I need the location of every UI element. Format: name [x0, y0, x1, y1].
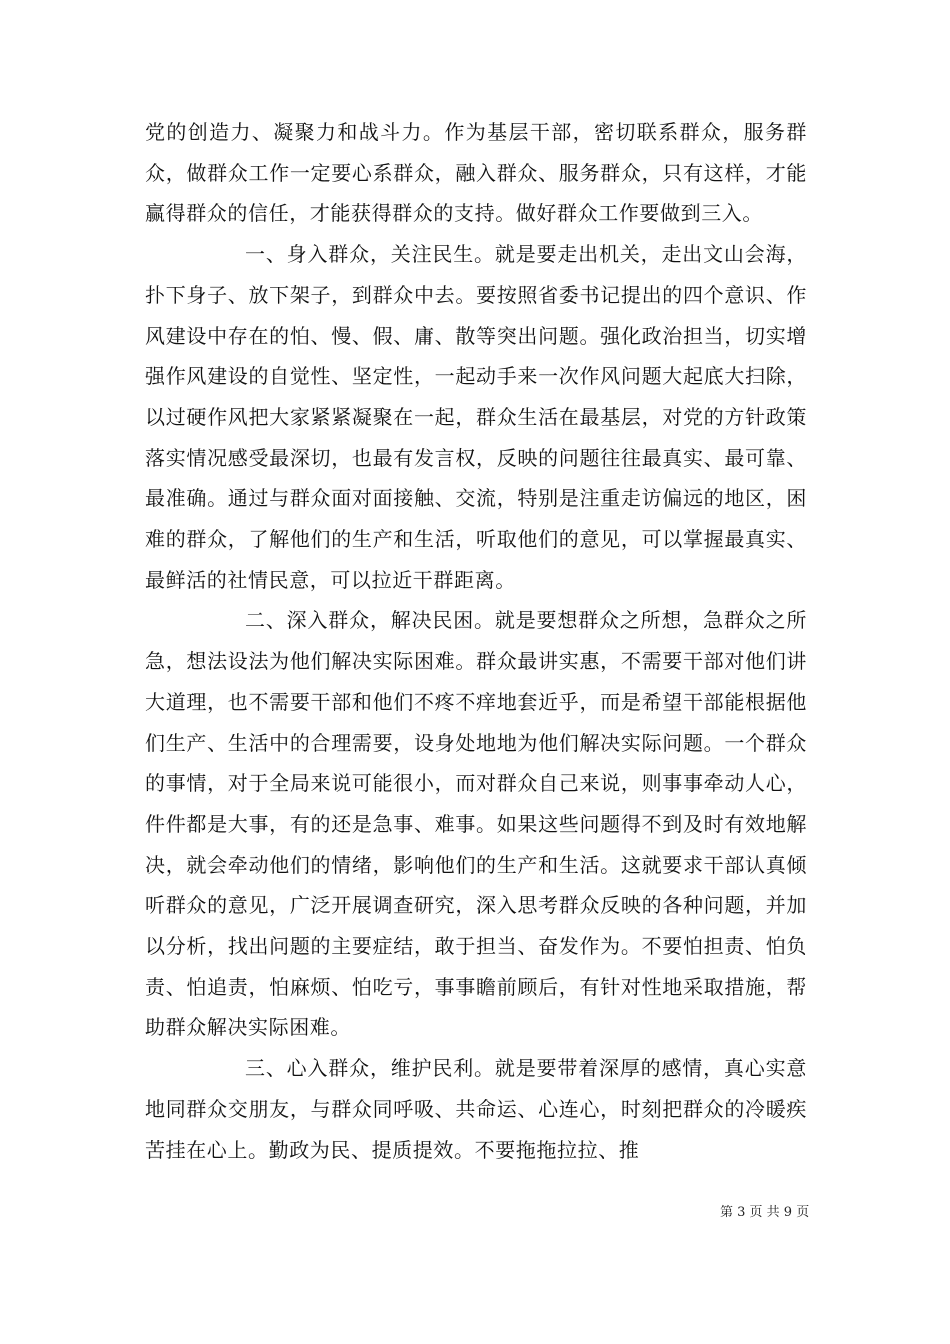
paragraph-section-three: 三、心入群众，维护民利。就是要带着深厚的感情，真心实意地同群众交朋友，与群众同呼吸、共命运、心连心，时刻把群众的冷暖疾苦挂在心上。勤政为民、提质提效。不要拖拖拉拉、推: [145, 1056, 807, 1162]
document-body: [145, 112, 807, 1170]
paragraph-section-two: 二、深入群众，解决民困。就是要想群众之所想，急群众之所急，想法设法为他们解决实际困难。群众最讲实惠，不需要干部对他们讲大道理，也不需要干部和他们不疼不痒地套近乎，而是希望干部能根据他们生产、生活中的合理需要，设身处地地为他们解决实际问题。一个群众的事情，对于全局来说可能很小，而对群众自己来说，则事事牵动人心，件件都是大事，有的还是急事、难事。如果这些问题得不到及时有效地解决，就会牵动他们的情绪，影响他们的生产和生活。这就要求干部认真倾听群众的意见，广泛开展调查研究，深入思考群众反映的各种问题，并加以分析，找出问题的主要症结，敢于担当、奋发作为。不要怕担责、怕负责、怕追责，怕麻烦、怕吃亏，事事瞻前顾后，有针对性地采取措施，帮助群众解决实际困难。: [145, 608, 807, 1040]
page-number-footer: 第 3 页 共 9 页: [720, 1205, 810, 1220]
paragraph-intro: 党的创造力、凝聚力和战斗力。作为基层干部，密切联系群众，服务群众，做群众工作一定要心系群众，融入群众、服务群众，只有这样，才能赢得群众的信任，才能获得群众的支持。做好群众工作要做到三入。: [145, 120, 807, 226]
paragraph-section-one: 一、身入群众，关注民生。就是要走出机关，走出文山会海，扑下身子、放下架子，到群众中去。要按照省委书记提出的四个意识、作风建设中存在的怕、慢、假、庸、散等突出问题。强化政治担当，切实增强作风建设的自觉性、坚定性，一起动手来一次作风问题大起底大扫除，以过硬作风把大家紧紧凝聚在一起，群众生活在最基层，对党的方针政策落实情况感受最深切，也最有发言权，反映的问题往往最真实、最可靠、最准确。通过与群众面对面接触、交流，特别是注重走访偏远的地区，困难的群众，了解他们的生产和生活，听取他们的意见，可以掌握最真实、最鲜活的社情民意，可以拉近干群距离。: [145, 242, 807, 592]
